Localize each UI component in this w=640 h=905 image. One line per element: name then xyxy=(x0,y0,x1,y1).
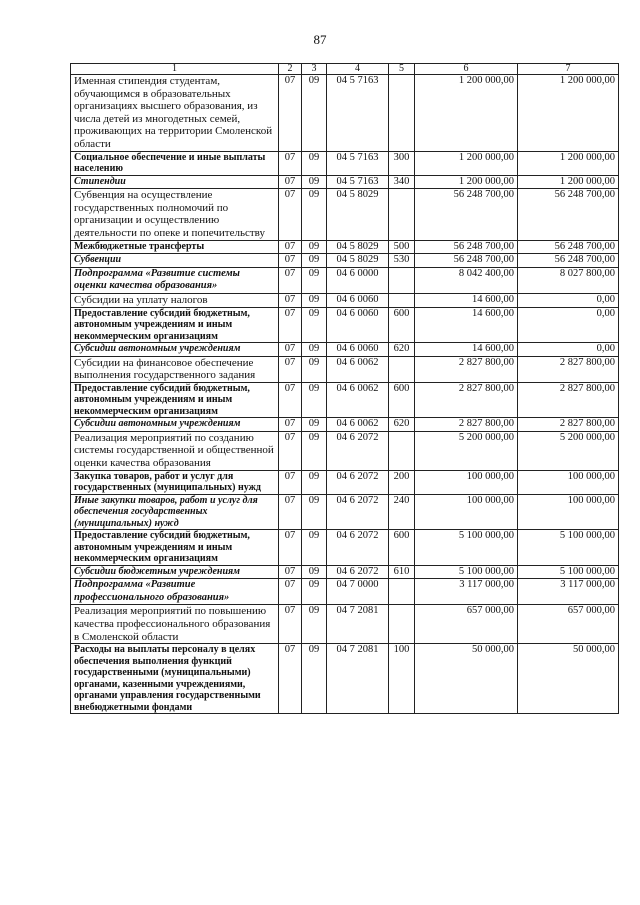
row-subsection-cell: 09 xyxy=(302,579,327,605)
row-subsection-cell: 09 xyxy=(302,151,327,175)
row-expense-type-cell xyxy=(389,431,415,470)
row-amount-1-cell: 657 000,00 xyxy=(415,605,518,644)
row-amount-1-cell: 5 100 000,00 xyxy=(415,530,518,566)
row-name-cell: Предоставление субсидий бюджетным, автономным учреждениям и иным некоммерческим организациям xyxy=(71,530,279,566)
header-row xyxy=(71,64,619,75)
row-expense-type-cell: 620 xyxy=(389,418,415,432)
row-target-article-cell: 04 6 2072 xyxy=(327,494,389,530)
row-amount-1-cell: 14 600,00 xyxy=(415,343,518,357)
row-expense-type-cell xyxy=(389,293,415,307)
header-col-7: 7 xyxy=(518,64,619,75)
header-col-3: 3 xyxy=(302,64,327,75)
row-subsection-cell: 09 xyxy=(302,343,327,357)
row-section-cell: 07 xyxy=(279,494,302,530)
row-amount-2-cell: 2 827 800,00 xyxy=(518,356,619,382)
row-amount-2-cell: 5 100 000,00 xyxy=(518,565,619,579)
row-subsection-cell: 09 xyxy=(302,382,327,418)
row-amount-1-cell: 100 000,00 xyxy=(415,470,518,494)
row-name-cell: Предоставление субсидий бюджетным, автономным учреждениям и иным некоммерческим организациям xyxy=(71,382,279,418)
row-expense-type-cell: 500 xyxy=(389,240,415,254)
row-subsection-cell: 09 xyxy=(302,254,327,268)
row-section-cell: 07 xyxy=(279,382,302,418)
row-subsection-cell: 09 xyxy=(302,175,327,189)
row-subsection-cell: 09 xyxy=(302,240,327,254)
row-amount-2-cell: 3 117 000,00 xyxy=(518,579,619,605)
row-amount-2-cell: 1 200 000,00 xyxy=(518,175,619,189)
row-amount-2-cell: 100 000,00 xyxy=(518,470,619,494)
row-expense-type-cell: 300 xyxy=(389,151,415,175)
row-name-cell: Подпрограмма «Развитие профессионального образования» xyxy=(71,579,279,605)
row-amount-1-cell: 2 827 800,00 xyxy=(415,356,518,382)
row-expense-type-cell: 100 xyxy=(389,644,415,714)
table-row xyxy=(71,644,619,714)
row-subsection-cell: 09 xyxy=(302,530,327,566)
row-section-cell: 07 xyxy=(279,307,302,343)
table-row xyxy=(71,75,619,152)
row-amount-2-cell: 1 200 000,00 xyxy=(518,75,619,152)
row-subsection-cell: 09 xyxy=(302,431,327,470)
row-amount-1-cell: 56 248 700,00 xyxy=(415,240,518,254)
row-amount-1-cell: 2 827 800,00 xyxy=(415,418,518,432)
row-name-cell: Субсидии автономным учреждениям xyxy=(71,418,279,432)
table-row xyxy=(71,254,619,268)
row-target-article-cell: 04 5 7163 xyxy=(327,75,389,152)
row-name-cell: Субсидии бюджетным учреждениям xyxy=(71,565,279,579)
row-section-cell: 07 xyxy=(279,605,302,644)
budget-table xyxy=(70,63,619,714)
row-section-cell: 07 xyxy=(279,343,302,357)
row-subsection-cell: 09 xyxy=(302,470,327,494)
row-section-cell: 07 xyxy=(279,418,302,432)
row-amount-2-cell: 56 248 700,00 xyxy=(518,240,619,254)
row-name-cell: Закупка товаров, работ и услуг для государственных (муниципальных) нужд xyxy=(71,470,279,494)
row-expense-type-cell xyxy=(389,189,415,240)
row-subsection-cell: 09 xyxy=(302,75,327,152)
row-subsection-cell: 09 xyxy=(302,189,327,240)
row-target-article-cell: 04 6 0062 xyxy=(327,382,389,418)
row-subsection-cell: 09 xyxy=(302,605,327,644)
row-name-cell: Реализация мероприятий по созданию системы государственной и общественной оценки качества образования xyxy=(71,431,279,470)
table-row xyxy=(71,151,619,175)
row-amount-1-cell: 14 600,00 xyxy=(415,293,518,307)
row-subsection-cell: 09 xyxy=(302,267,327,293)
row-expense-type-cell xyxy=(389,75,415,152)
row-section-cell: 07 xyxy=(279,565,302,579)
row-target-article-cell: 04 6 0000 xyxy=(327,267,389,293)
table-row xyxy=(71,189,619,240)
row-amount-2-cell: 5 100 000,00 xyxy=(518,530,619,566)
header-col-5: 5 xyxy=(389,64,415,75)
row-section-cell: 07 xyxy=(279,254,302,268)
row-target-article-cell: 04 6 0062 xyxy=(327,418,389,432)
row-expense-type-cell: 530 xyxy=(389,254,415,268)
row-expense-type-cell xyxy=(389,605,415,644)
row-name-cell: Субсидии автономным учреждениям xyxy=(71,343,279,357)
row-target-article-cell: 04 7 2081 xyxy=(327,605,389,644)
row-section-cell: 07 xyxy=(279,644,302,714)
table-row xyxy=(71,494,619,530)
row-name-cell: Предоставление субсидий бюджетным, автономным учреждениям и иным некоммерческим организациям xyxy=(71,307,279,343)
row-target-article-cell: 04 6 2072 xyxy=(327,530,389,566)
table-row xyxy=(71,356,619,382)
row-section-cell: 07 xyxy=(279,267,302,293)
row-amount-2-cell: 50 000,00 xyxy=(518,644,619,714)
row-target-article-cell: 04 6 0060 xyxy=(327,343,389,357)
header-col-1: 1 xyxy=(71,64,279,75)
row-section-cell: 07 xyxy=(279,579,302,605)
row-amount-2-cell: 0,00 xyxy=(518,307,619,343)
row-target-article-cell: 04 5 7163 xyxy=(327,151,389,175)
row-target-article-cell: 04 7 2081 xyxy=(327,644,389,714)
table-row xyxy=(71,470,619,494)
row-name-cell: Стипендии xyxy=(71,175,279,189)
row-name-cell: Иные закупки товаров, работ и услуг для обеспечения государственных (муниципальных) нужд xyxy=(71,494,279,530)
row-section-cell: 07 xyxy=(279,470,302,494)
row-expense-type-cell: 610 xyxy=(389,565,415,579)
table-row xyxy=(71,240,619,254)
row-expense-type-cell: 600 xyxy=(389,382,415,418)
row-subsection-cell: 09 xyxy=(302,565,327,579)
row-name-cell: Субвенция на осуществление государственных полномочий по организации и осуществлению деятельности по опеке и попечительству xyxy=(71,189,279,240)
row-amount-2-cell: 2 827 800,00 xyxy=(518,418,619,432)
row-expense-type-cell: 600 xyxy=(389,530,415,566)
row-target-article-cell: 04 6 0060 xyxy=(327,293,389,307)
row-amount-1-cell: 56 248 700,00 xyxy=(415,254,518,268)
row-amount-1-cell: 2 827 800,00 xyxy=(415,382,518,418)
table-row xyxy=(71,579,619,605)
row-amount-1-cell: 3 117 000,00 xyxy=(415,579,518,605)
row-name-cell: Подпрограмма «Развитие системы оценки качества образования» xyxy=(71,267,279,293)
row-section-cell: 07 xyxy=(279,175,302,189)
row-target-article-cell: 04 6 2072 xyxy=(327,470,389,494)
row-name-cell: Субсидии на финансовое обеспечение выполнения государственного задания xyxy=(71,356,279,382)
row-name-cell: Субсидии на уплату налогов xyxy=(71,293,279,307)
row-amount-2-cell: 657 000,00 xyxy=(518,605,619,644)
row-target-article-cell: 04 6 2072 xyxy=(327,565,389,579)
row-amount-2-cell: 5 200 000,00 xyxy=(518,431,619,470)
row-target-article-cell: 04 7 0000 xyxy=(327,579,389,605)
row-section-cell: 07 xyxy=(279,240,302,254)
row-expense-type-cell: 620 xyxy=(389,343,415,357)
table-row xyxy=(71,175,619,189)
row-name-cell: Расходы на выплаты персоналу в целях обеспечения выполнения функций государственными (муниципальными) органами, казенными учреждениями, органами управления государственными внебюджетными фондами xyxy=(71,644,279,714)
row-subsection-cell: 09 xyxy=(302,293,327,307)
table-row xyxy=(71,605,619,644)
row-expense-type-cell xyxy=(389,356,415,382)
row-subsection-cell: 09 xyxy=(302,644,327,714)
row-target-article-cell: 04 5 7163 xyxy=(327,175,389,189)
row-target-article-cell: 04 6 0062 xyxy=(327,356,389,382)
row-amount-1-cell: 50 000,00 xyxy=(415,644,518,714)
row-amount-2-cell: 8 027 800,00 xyxy=(518,267,619,293)
row-section-cell: 07 xyxy=(279,293,302,307)
row-amount-2-cell: 100 000,00 xyxy=(518,494,619,530)
row-target-article-cell: 04 5 8029 xyxy=(327,189,389,240)
page-number: 87 xyxy=(313,32,327,47)
row-name-cell: Межбюджетные трансферты xyxy=(71,240,279,254)
row-amount-1-cell: 14 600,00 xyxy=(415,307,518,343)
row-section-cell: 07 xyxy=(279,431,302,470)
table-row xyxy=(71,418,619,432)
header-col-6: 6 xyxy=(415,64,518,75)
row-section-cell: 07 xyxy=(279,530,302,566)
table-row xyxy=(71,565,619,579)
header-col-2: 2 xyxy=(279,64,302,75)
row-expense-type-cell xyxy=(389,579,415,605)
row-name-cell: Субвенции xyxy=(71,254,279,268)
row-target-article-cell: 04 6 0060 xyxy=(327,307,389,343)
row-name-cell: Именная стипендия студентам, обучающимся в образовательных организациях высшего образования, из числа детей из многодетных семей, проживающих на территории Смоленской области xyxy=(71,75,279,152)
row-amount-1-cell: 1 200 000,00 xyxy=(415,151,518,175)
row-amount-2-cell: 56 248 700,00 xyxy=(518,189,619,240)
row-target-article-cell: 04 5 8029 xyxy=(327,240,389,254)
row-subsection-cell: 09 xyxy=(302,494,327,530)
table-row xyxy=(71,293,619,307)
row-expense-type-cell xyxy=(389,267,415,293)
table-row xyxy=(71,382,619,418)
row-name-cell: Социальное обеспечение и иные выплаты населению xyxy=(71,151,279,175)
row-amount-1-cell: 8 042 400,00 xyxy=(415,267,518,293)
table-row xyxy=(71,343,619,357)
table-row xyxy=(71,530,619,566)
row-section-cell: 07 xyxy=(279,151,302,175)
table-row xyxy=(71,267,619,293)
row-section-cell: 07 xyxy=(279,356,302,382)
row-amount-2-cell: 2 827 800,00 xyxy=(518,382,619,418)
table-row xyxy=(71,431,619,470)
row-amount-2-cell: 56 248 700,00 xyxy=(518,254,619,268)
row-subsection-cell: 09 xyxy=(302,418,327,432)
row-name-cell: Реализация мероприятий по повышению качества профессионального образования в Смоленской области xyxy=(71,605,279,644)
row-amount-1-cell: 1 200 000,00 xyxy=(415,175,518,189)
row-expense-type-cell: 600 xyxy=(389,307,415,343)
row-amount-2-cell: 1 200 000,00 xyxy=(518,151,619,175)
row-amount-2-cell: 0,00 xyxy=(518,343,619,357)
row-section-cell: 07 xyxy=(279,75,302,152)
row-amount-1-cell: 5 200 000,00 xyxy=(415,431,518,470)
row-amount-1-cell: 5 100 000,00 xyxy=(415,565,518,579)
row-subsection-cell: 09 xyxy=(302,356,327,382)
table-row xyxy=(71,307,619,343)
row-target-article-cell: 04 5 8029 xyxy=(327,254,389,268)
row-expense-type-cell: 340 xyxy=(389,175,415,189)
row-section-cell: 07 xyxy=(279,189,302,240)
row-amount-1-cell: 100 000,00 xyxy=(415,494,518,530)
row-amount-2-cell: 0,00 xyxy=(518,293,619,307)
header-col-4: 4 xyxy=(327,64,389,75)
row-amount-1-cell: 56 248 700,00 xyxy=(415,189,518,240)
row-expense-type-cell: 200 xyxy=(389,470,415,494)
row-amount-1-cell: 1 200 000,00 xyxy=(415,75,518,152)
row-target-article-cell: 04 6 2072 xyxy=(327,431,389,470)
row-subsection-cell: 09 xyxy=(302,307,327,343)
row-expense-type-cell: 240 xyxy=(389,494,415,530)
